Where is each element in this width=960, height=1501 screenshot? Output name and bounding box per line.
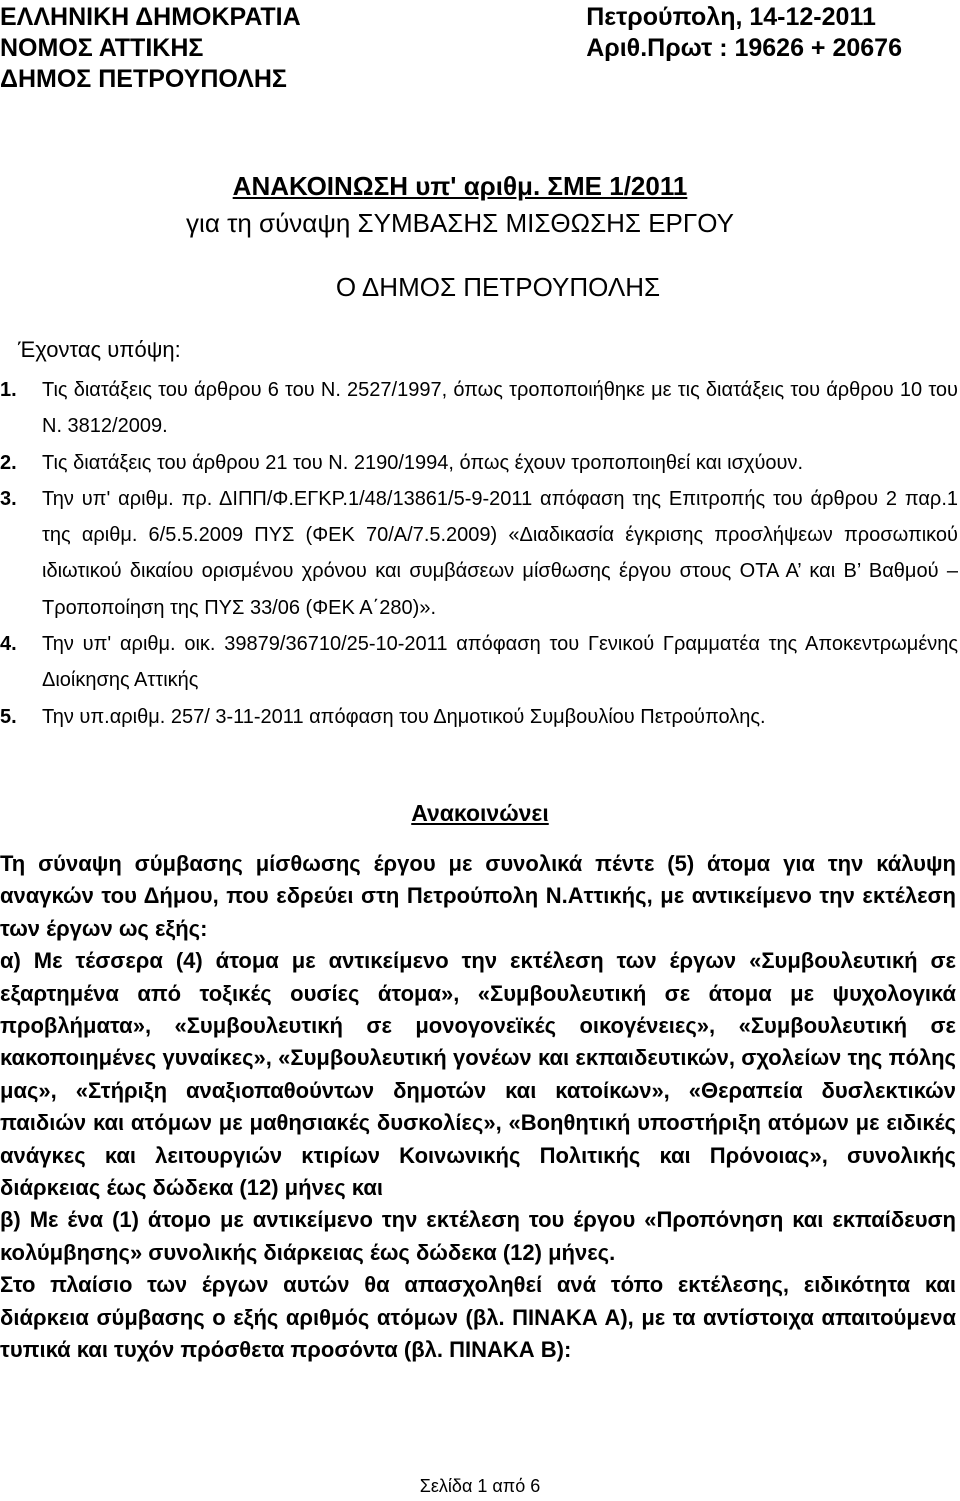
list-item — [0, 445, 958, 481]
considering-heading: Έχοντας υπόψη: — [18, 337, 181, 362]
item-text: Τις διατάξεις του άρθρου 21 του Ν. 2190/1994, όπως έχουν τροποποιηθεί και ισχύουν. — [42, 451, 804, 474]
body-closing: Στο πλαίσιο των έργων αυτών θα απασχοληθεί ανά τόπο εκτέλεσης, ειδικότητα και διάρκεια σύμβασης ο εξής αριθμός ατόμων (βλ. ΠΙΝΑΚΑ Α), με τα αντίστοιχα απαιτούμενα τυπικά και τυχόν πρόσθετα προσόντα (βλ. ΠΙΝΑΚΑ Β): — [0, 1272, 956, 1363]
list-item — [0, 626, 958, 699]
issuer-prefecture: ΝΟΜΟΣ ΑΤΤΙΚΗΣ — [0, 34, 204, 62]
issuer-municipality: ΔΗΜΟΣ ΠΕΤΡΟΥΠΟΛΗΣ — [0, 65, 287, 93]
item-text: Τις διατάξεις του άρθρου 6 του Ν. 2527/1997, όπως τροποποιήθηκε με τις διατάξεις του άρθρου 10 του Ν. 3812/2009. — [42, 379, 958, 438]
document-date: Πετρούπολη, 14-12-2011 — [586, 3, 876, 31]
announcement-body — [0, 848, 956, 1367]
date-reference-header — [586, 2, 902, 64]
issuer-header — [0, 2, 301, 95]
legal-basis-list — [0, 372, 958, 735]
issuing-authority: Ο ΔΗΜΟΣ ΠΕΤΡΟΥΠΟΛΗΣ — [335, 272, 661, 302]
body-option-a: α) Με τέσσερα (4) άτομα με αντικείμενο την εκτέλεση των έργων «Συμβουλευτική σε εξαρτημένα από τοξικές ουσίες άτομα», «Συμβουλευτική σε άτομα με ψυχολογικά προβλήματα», «Συμβουλευτική σε μονογονεϊκές οικογένειες», «Συμβουλευτική σε κακοποιημένες γυναίκες», «Συμβουλευτική γονέων και εκπαιδευτικών, σχολείων της πόλης μας», «Στήριξη αναξιοπαθούντων δημοτών και κατοίκων», «Θεραπεία δυσλεκτικών παιδιών και ατόμων με μαθησιακές δυσκολίες», «Βοηθητική υποστήριξη ατόμων με ειδικές ανάγκες και λειτουργιών κτιρίων Κοινωνικής Πολιτικής και Πρόνοιας», συνολικής διάρκειας έως δώδεκα (12) μήνες και — [0, 948, 956, 1201]
body-option-b: β) Με ένα (1) άτομο με αντικείμενο την εκτέλεση του έργου «Προπόνηση και εκπαίδευση κολύμβησης» συνολικής διάρκειας έως δώδεκα (12) μήνες. — [0, 1207, 956, 1265]
protocol-number: Αριθ.Πρωτ : 19626 + 20676 — [586, 34, 902, 62]
item-number: 2. — [0, 451, 17, 474]
announces-heading: Ανακοινώνει — [411, 800, 549, 826]
item-text: Την υπ' αριθμ. πρ. ΔΙΠΠ/Φ.ΕΓΚΡ.1/48/13861/5-9-2011 απόφαση της Επιτροπής του άρθρου 2 παρ.1 της αριθμ. 6/5.5.2009 ΠΥΣ (ΦΕΚ 70/Α/7.5.2009) «Διαδικασία έγκρισης προσλήψεων προσωπικού ιδιωτικού δικαίου ορισμένου χρόνου και συμβάσεων μίσθωσης έργου στους ΟΤΑ Α’ και Β’ Βαθμού – Τροποποίηση της ΠΥΣ 33/06 (ΦΕΚ Α΄280)». — [42, 487, 958, 619]
item-number: 1. — [0, 379, 17, 401]
item-number: 4. — [0, 633, 17, 656]
item-text: Την υπ' αριθμ. οικ. 39879/36710/25-10-2011 απόφαση του Γενικού Γραμματέα της Αποκεντρωμένης Διοίκησης Αττικής — [42, 633, 958, 692]
item-text: Την υπ.αριθμ. 257/ 3-11-2011 απόφαση του Δημοτικού Συμβουλίου Πετρούπολης. — [42, 705, 766, 728]
list-item — [0, 699, 958, 735]
item-number: 5. — [0, 705, 17, 728]
announcement-subject: για τη σύναψη ΣΥΜΒΑΣΗΣ ΜΙΣΘΩΣΗΣ ΕΡΓΟΥ — [186, 208, 734, 238]
body-intro: Τη σύναψη σύμβασης μίσθωσης έργου με συνολικά πέντε (5) άτομα για την κάλυψη αναγκών του Δήμου, που εδρεύει στη Πετρούπολη Ν.Αττικής, με αντικείμενο την εκτέλεση των έργων ως εξής: — [0, 851, 956, 941]
page-footer: Σελίδα 1 από 6 — [419, 1476, 541, 1496]
list-item — [0, 372, 958, 445]
announcement-title: ΑΝΑΚΟΙΝΩΣΗ υπ' αριθμ. ΣΜΕ 1/2011 — [232, 171, 688, 201]
issuer-country: ΕΛΛΗΝΙΚΗ ΔΗΜΟΚΡΑΤΙΑ — [0, 3, 301, 31]
item-number: 3. — [0, 487, 17, 510]
list-item — [0, 481, 958, 626]
